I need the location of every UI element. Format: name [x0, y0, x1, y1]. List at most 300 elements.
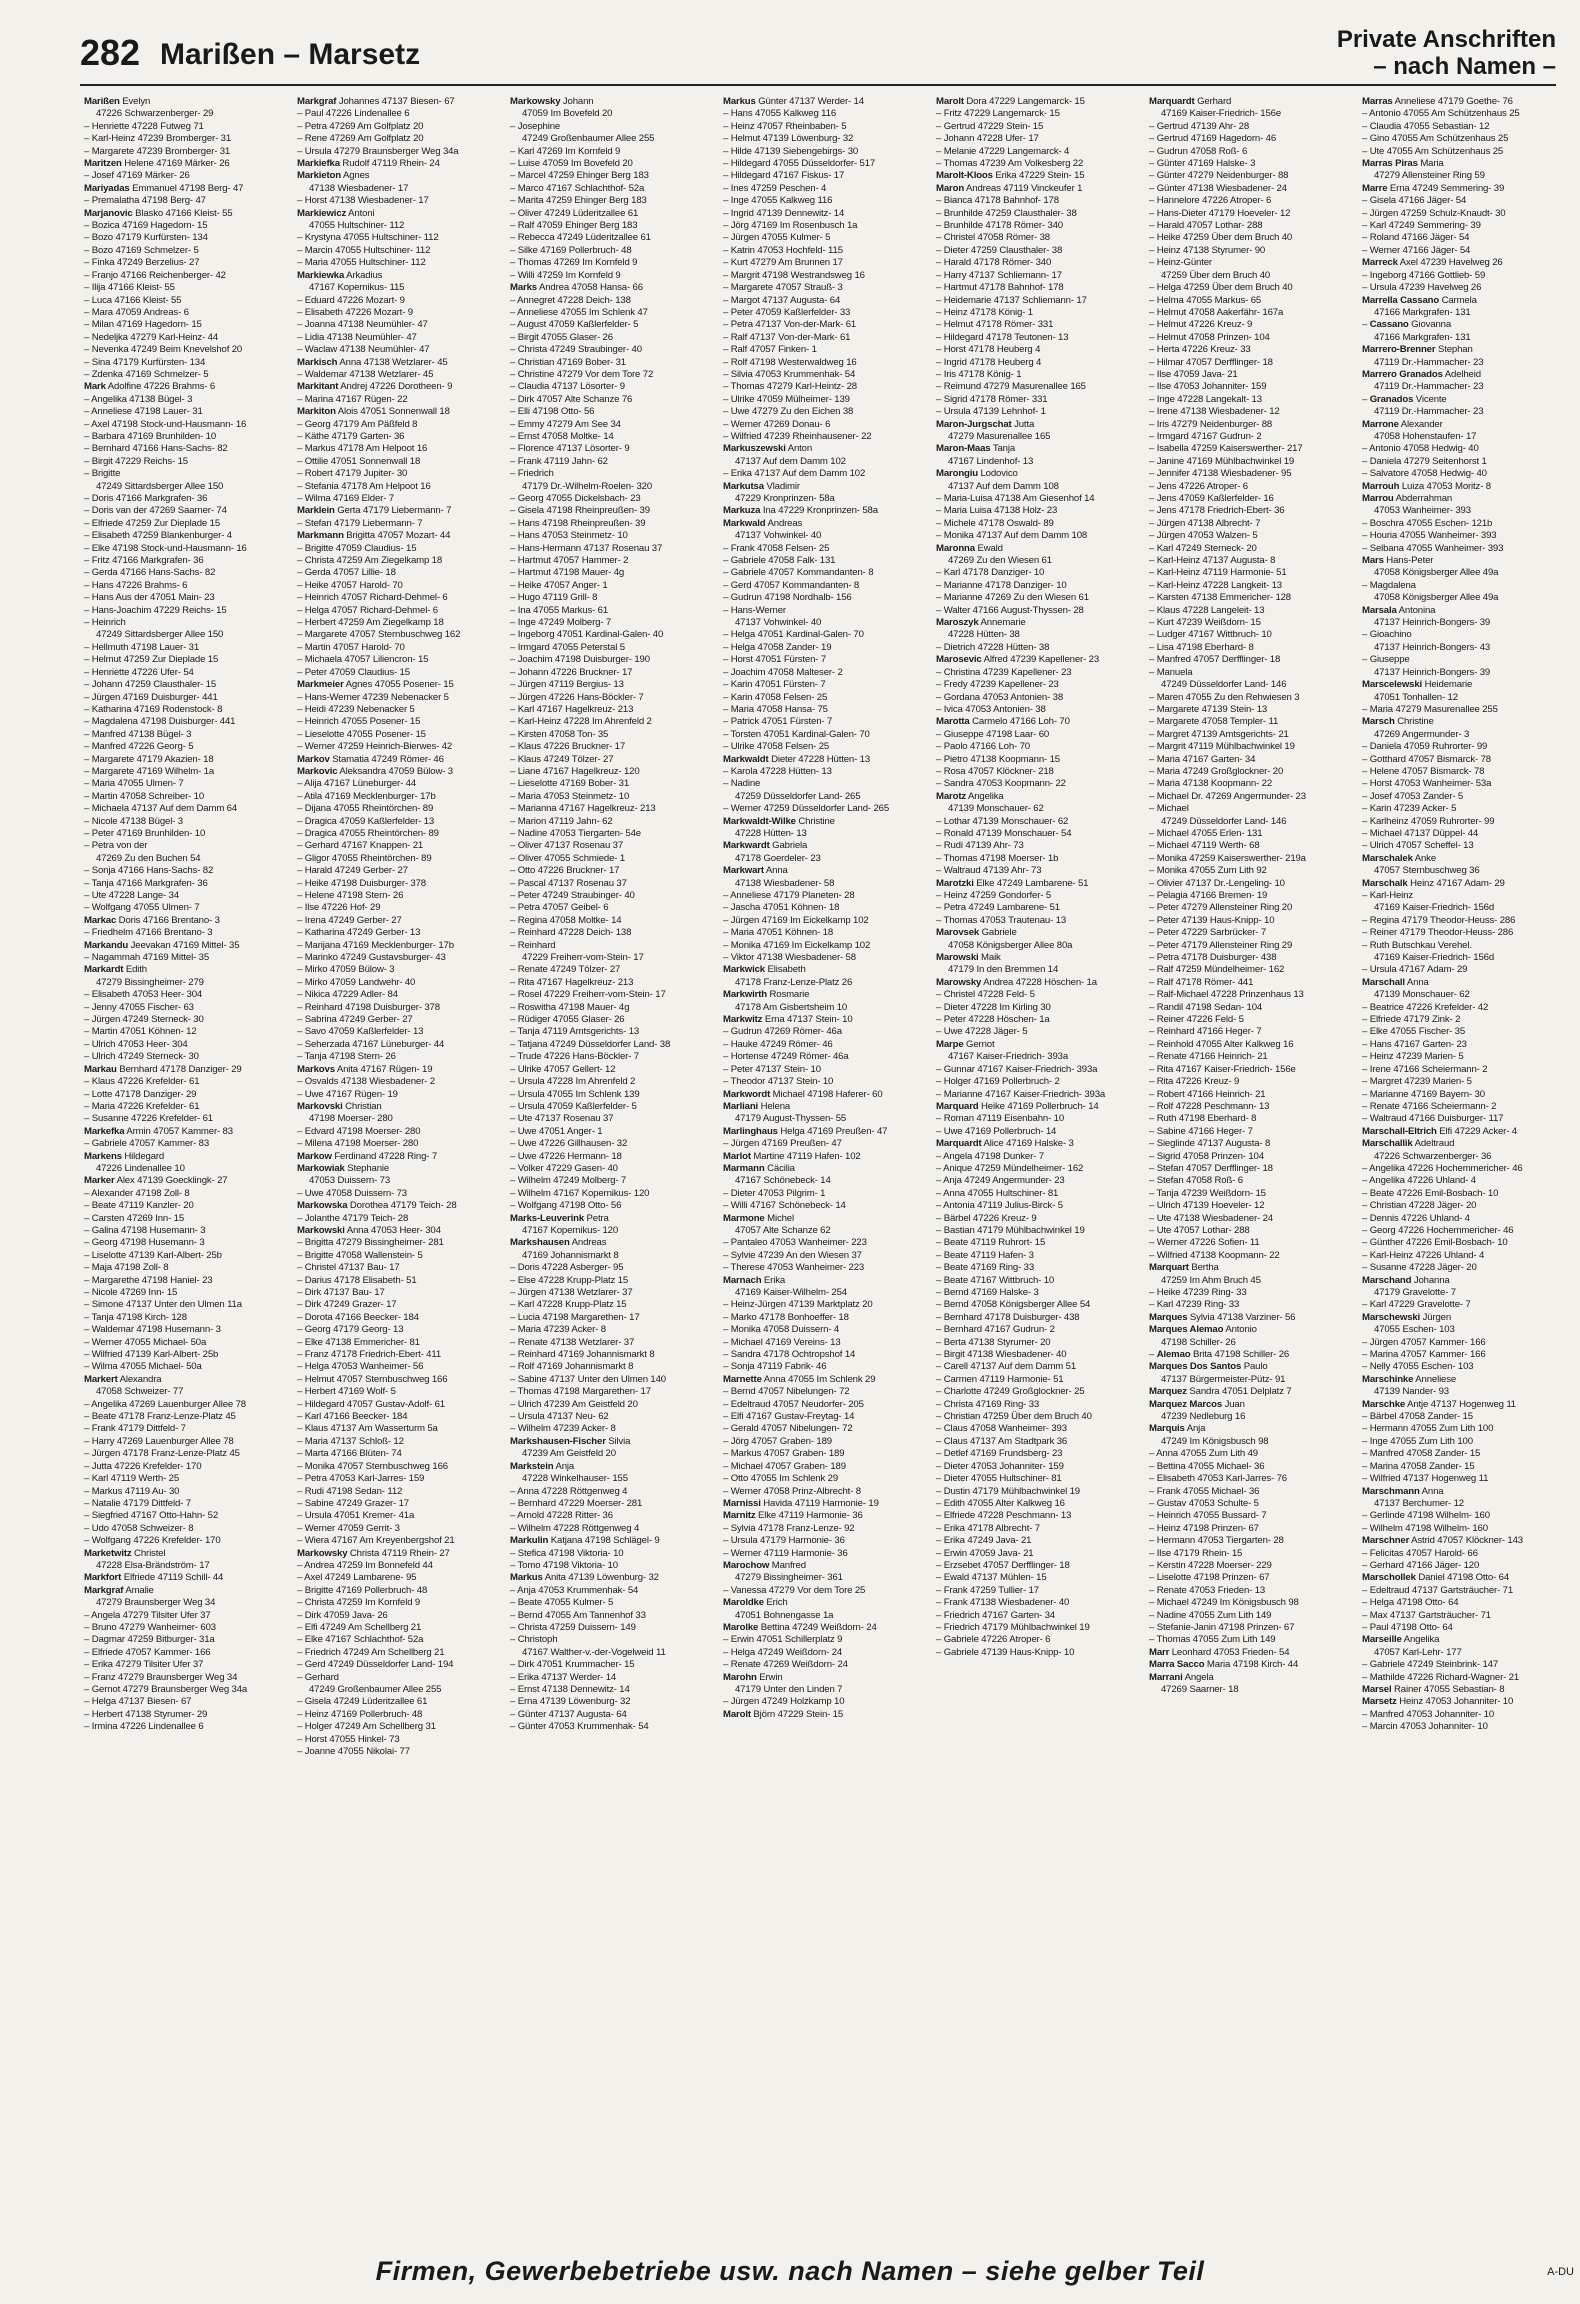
directory-entry: – Ute 47137 Rosenau 37: [510, 1113, 614, 1125]
directory-entry: – Heidemarie 47137 Schliemann- 17: [936, 294, 1087, 306]
directory-entry: – Sieglinde 47137 Augusta- 8: [1149, 1138, 1271, 1150]
entry-surname: Marques Alemao: [1149, 1324, 1224, 1336]
directory-entry: Markardt Edith: [84, 964, 147, 976]
directory-entry: – Detlef 47169 Frundsberg- 23: [936, 1448, 1063, 1460]
directory-column-6: [1149, 96, 1355, 2152]
directory-entry: – Bernhard 47178 Duisburger- 438: [936, 1311, 1080, 1323]
entry-surname: Marochow: [723, 1559, 770, 1571]
directory-entry: – Marina 47058 Zander- 15: [1362, 1460, 1475, 1472]
directory-entry: – Klaus 47226 Bruckner- 17: [510, 741, 626, 753]
directory-entry: Marschke Antje 47137 Hogenweg 11: [1362, 1398, 1516, 1410]
directory-entry: – Edvard 47198 Moerser- 280: [297, 1125, 421, 1137]
directory-entry: – Hans-Joachim 47229 Reichs- 15: [84, 604, 227, 616]
directory-entry: Marr Leonhard 47053 Frieden- 54: [1149, 1646, 1290, 1658]
directory-entry: 47119 Dr.-Hammacher- 23: [1374, 406, 1484, 418]
directory-entry: – Michael 47137 Düppel- 44: [1362, 827, 1479, 839]
directory-entry: 47249 Düsseldorfer Land- 146: [1161, 815, 1287, 827]
directory-entry: – Dirk 47249 Grazer- 17: [297, 1299, 397, 1311]
directory-entry: – Gerda 47057 Lillie- 18: [297, 567, 396, 579]
directory-entry: – Herbert 47138 Styrumer- 29: [84, 1708, 208, 1720]
entry-surname: Markshausen-Fischer: [510, 1435, 606, 1447]
directory-entry: – Berta 47138 Styrumer- 20: [936, 1336, 1051, 1348]
entry-surname: Markshausen: [510, 1237, 570, 1249]
directory-entry: – Luca 47166 Kleist- 55: [84, 294, 182, 306]
directory-entry: – Josef 47169 Märker- 26: [84, 170, 190, 182]
entry-surname: Marliani: [723, 1100, 759, 1112]
entry-surname: Markwart: [723, 865, 764, 877]
directory-entry: – Harald 47249 Gerber- 27: [297, 865, 408, 877]
directory-entry: – Wolfgang 47226 Krefelder- 170: [84, 1535, 221, 1547]
directory-entry: – Horst 47138 Wiesbadener- 17: [297, 195, 429, 207]
directory-entry: Marrero-Brenner Stephan: [1362, 344, 1473, 356]
directory-entry: – Thomas 47053 Trautenau- 13: [936, 914, 1067, 926]
entry-surname: Marnach: [723, 1274, 762, 1286]
directory-entry: 47178 Goerdeler- 23: [735, 852, 821, 864]
entry-surname: Marschewski: [1362, 1311, 1421, 1323]
directory-entry: – Nadine: [723, 778, 761, 790]
directory-entry: – Krystyna 47055 Hultschiner- 112: [297, 232, 439, 244]
directory-entry: – Helene 47198 Stern- 26: [297, 890, 404, 901]
directory-entry: – Erwin 47059 Java- 21: [936, 1547, 1034, 1559]
directory-entry: – Käthe 47179 Garten- 36: [297, 430, 405, 442]
directory-entry: 47228 Hütten- 13: [735, 827, 807, 839]
directory-entry: – Dorota 47166 Beecker- 184: [297, 1311, 419, 1323]
directory-entry: – Jürgen 47169 Duisburger- 441: [84, 691, 218, 703]
directory-entry: – Michaela 47057 Liliencron- 15: [297, 654, 429, 666]
directory-entry: – Klaus 47249 Tölzer- 27: [510, 753, 614, 765]
directory-entry: – Sigrid 47178 Römer- 331: [936, 393, 1048, 405]
directory-entry: Markiton Alois 47051 Sonnenwall 18: [297, 406, 450, 418]
directory-entry: – Uwe 47169 Pollerbruch- 14: [936, 1125, 1057, 1137]
directory-entry: 47179 Gravelotte- 7: [1374, 1287, 1456, 1298]
entry-surname: Markiewka: [297, 269, 345, 281]
directory-entry: – Margarete 47139 Stein- 13: [1149, 703, 1268, 715]
entry-surname: Mars: [1362, 555, 1384, 567]
directory-entry: – Hans-Hermann 47137 Rosenau 37: [510, 542, 663, 554]
directory-entry: – Marcin 47055 Hultschiner- 112: [297, 244, 431, 256]
directory-entry: Marjanovic Blasko 47166 Kleist- 55: [84, 207, 233, 219]
directory-entry: – Margot 47137 Augusta- 64: [723, 294, 841, 306]
directory-entry: 47226 Lindenallee 10: [96, 1162, 185, 1174]
entry-surname: Markwaldt-Wilke: [723, 815, 796, 827]
directory-entry: Markiewicz Antoni: [297, 207, 375, 219]
directory-entry: – Heike 47057 Anger- 1: [510, 579, 608, 591]
directory-entry: – Beatrice 47226 Krefelder- 42: [1362, 1001, 1489, 1013]
directory-entry: – Holger 47249 Am Schellberg 31: [297, 1721, 436, 1733]
directory-entry: – Gertrud 47139 Ahr- 28: [1149, 120, 1250, 132]
directory-entry: – Helga 47051 Kardinal-Galen- 70: [723, 629, 864, 641]
entry-surname: Marreck: [1362, 257, 1398, 269]
directory-entry: 47058 Königsberger Allee 49a: [1374, 592, 1499, 604]
directory-entry: – Lotte 47178 Danziger- 29: [84, 1088, 197, 1100]
directory-entry: – Elisabeth 47226 Mozart- 9: [297, 306, 413, 318]
directory-entry: – Hans 47198 Rheinpreußen- 39: [510, 517, 646, 529]
directory-entry: – Nevenka 47249 Beim Knevelshof 20: [84, 344, 243, 356]
directory-entry: – Gerlinde 47198 Wilhelm- 160: [1362, 1510, 1490, 1522]
entry-surname: Marquard: [936, 1100, 979, 1112]
directory-entry: – Ulrike 47059 Mülheimer- 139: [723, 393, 850, 405]
directory-entry: – Günther 47226 Emil-Bosbach- 10: [1362, 1237, 1508, 1249]
directory-entry: – Peter 47139 Haus-Knipp- 10: [1149, 914, 1275, 926]
directory-entry: – Georg 47179 Georg- 13: [297, 1324, 404, 1336]
directory-entry: Markefka Armin 47057 Kammer- 83: [84, 1125, 233, 1137]
directory-entry: 47166 Markgrafen- 131: [1374, 306, 1471, 318]
directory-entry: – Ewald 47137 Mühlen- 15: [936, 1572, 1047, 1584]
directory-entry: – Katrin 47053 Hochfeld- 115: [723, 244, 843, 256]
entry-surname: Markieton: [297, 170, 341, 182]
directory-entry: Marques Dos Santos Paulo: [1149, 1361, 1268, 1373]
entry-surname: Marscelewski: [1362, 679, 1423, 691]
directory-entry: – Johann 47259 Clausthaler- 15: [84, 679, 217, 691]
directory-entry: – Dragica 47059 Kaßlerfelder- 13: [297, 815, 435, 827]
directory-entry: Marotzki Elke 47249 Lambarene- 51: [936, 877, 1089, 889]
directory-entry: – Ursula 47179 Harmonie- 36: [723, 1535, 845, 1547]
directory-entry: – Maria Luisa 47138 Holz- 23: [936, 505, 1058, 517]
directory-entry: Marpe Gernot: [936, 1038, 995, 1050]
entry-surname: Marr: [1149, 1646, 1170, 1658]
directory-entry: – Heinz-Günter: [1149, 257, 1212, 269]
directory-entry: – Mathilde 47226 Richard-Wagner- 21: [1362, 1671, 1520, 1683]
directory-entry: – Hans Aus der 47051 Main- 23: [84, 592, 215, 604]
directory-entry: – Eduard 47226 Mozart- 9: [297, 294, 405, 306]
directory-entry: – Daniela 47059 Ruhrorter- 99: [1362, 741, 1488, 753]
directory-entry: Marschalk Heinz 47167 Adam- 29: [1362, 877, 1505, 889]
directory-entry: – Granados Vicente: [1362, 393, 1447, 405]
directory-entry: – Ulrich 47139 Hoeveler- 12: [1149, 1200, 1265, 1212]
entry-surname: Markiewicz: [297, 207, 347, 219]
directory-entry: 47259 Im Ahm Bruch 45: [1161, 1274, 1261, 1286]
directory-entry: – Gabriele 47139 Haus-Knipp- 10: [936, 1646, 1075, 1658]
directory-entry: Marschner Astrid 47057 Klöckner- 143: [1362, 1535, 1523, 1547]
directory-entry: – Gernot 47279 Braunsberger Weg 34a: [84, 1684, 248, 1695]
directory-entry: – Gudrun 47198 Nordhalb- 156: [723, 592, 852, 604]
directory-entry: 47137 Vohwinkel- 40: [735, 530, 822, 542]
directory-entry: – Heinz 47198 Prinzen- 67: [1149, 1522, 1259, 1534]
entry-surname: Markowski: [297, 1224, 345, 1236]
directory-entry: Marsetz Heinz 47053 Johanniter- 10: [1362, 1696, 1514, 1708]
directory-entry: – Elisabeth 47053 Karl-Jarres- 76: [1149, 1473, 1287, 1485]
directory-entry: – Uwe 47226 Gillhausen- 32: [510, 1138, 628, 1150]
directory-entry: – Oliver 47249 Lüderitzallee 61: [510, 207, 639, 219]
directory-entry: – Paul 47226 Lindenallee 6: [297, 108, 410, 120]
entry-surname: Marschmann: [1362, 1485, 1420, 1497]
directory-entry: – Petra 47057 Geibel- 6: [510, 902, 609, 914]
directory-column-2: [297, 96, 503, 2152]
directory-entry: – Karl 47239 Ring- 33: [1149, 1299, 1240, 1311]
directory-entry: – Melanie 47229 Langemarck- 4: [936, 145, 1070, 157]
directory-entry: – Gerd 47057 Kommandanten- 8: [723, 579, 860, 591]
directory-entry: – Johann 47226 Bruckner- 17: [510, 666, 633, 678]
directory-entry: Markert Alexandra: [84, 1373, 162, 1385]
directory-entry: – Herta 47226 Kreuz- 33: [1149, 344, 1251, 356]
directory-entry: – Martin 47058 Schreiber- 10: [84, 790, 205, 802]
directory-entry: 47279 Braunsberger Weg 34: [96, 1597, 216, 1609]
directory-entry: 47269 Zu den Wiesen 61: [948, 555, 1052, 567]
directory-entry: 47051 Bohnengasse 1a: [735, 1609, 834, 1621]
page-title: Marißen – Marsetz: [160, 38, 421, 71]
directory-entry: – Charlotte 47249 Großglockner- 25: [936, 1386, 1085, 1398]
directory-entry: – Margarete 47057 Sternbuschweg 162: [297, 629, 461, 641]
directory-entry: – Horst 47055 Hinkel- 73: [297, 1733, 400, 1745]
directory-entry: – Marion 47119 Jahn- 62: [510, 815, 613, 827]
directory-entry: – Karin 47239 Acker- 5: [1362, 803, 1457, 815]
directory-entry: – Frank 47179 Dittfeld- 7: [84, 1423, 186, 1435]
directory-entry: – Rita 47167 Kaiser-Friedrich- 156e: [1149, 1063, 1296, 1075]
entry-surname: Marowsky: [936, 976, 982, 988]
directory-entry: 47226 Schwarzenberger- 29: [96, 108, 214, 120]
directory-entry: – Karl 47249 Sterneck- 20: [1149, 542, 1257, 554]
directory-entry: – Manfred 47053 Johanniter- 10: [1362, 1708, 1495, 1720]
directory-entry: – Bozo 47179 Kurfürsten- 134: [84, 232, 208, 244]
directory-entry: – Jürgen 47178 Franz-Lenze-Platz 45: [84, 1448, 240, 1460]
directory-entry: – Volker 47229 Gasen- 40: [510, 1162, 618, 1174]
entry-surname: Marks-Leuverink: [510, 1212, 584, 1224]
directory-entry: – Ludger 47167 Wittbruch- 10: [1149, 629, 1272, 641]
directory-columns: [84, 96, 1572, 2152]
directory-entry: – Margret 47239 Marien- 5: [1362, 1076, 1472, 1088]
entry-surname: Markiton: [297, 406, 336, 418]
directory-entry: – Werner 47055 Michael- 50a: [84, 1336, 207, 1348]
directory-entry: – Manfred 47226 Georg- 5: [84, 741, 194, 753]
directory-entry: – Ralf 47178 Römer- 441: [1149, 976, 1254, 988]
directory-entry: – Houria 47055 Wanheimer- 393: [1362, 530, 1497, 542]
directory-entry: – Otto 47226 Bruckner- 17: [510, 865, 620, 877]
directory-entry: – Jens 47226 Atroper- 6: [1149, 480, 1248, 492]
entry-surname: Marnitz: [723, 1510, 756, 1522]
directory-entry: – Uwe 47058 Duissern- 73: [297, 1187, 407, 1199]
directory-entry: Markgraf Amalie: [84, 1584, 154, 1596]
directory-entry: 47137 Heinrich-Bongers- 43: [1374, 641, 1491, 653]
directory-entry: – Beate 47119 Kanzler- 20: [84, 1200, 194, 1212]
directory-entry: – Petra von der: [84, 840, 148, 852]
directory-entry: – Brunhilde 47178 Römer- 340: [936, 220, 1063, 232]
directory-entry: – Erika 47178 Albrecht- 7: [936, 1522, 1040, 1534]
directory-entry: – Margarete 47058 Templer- 11: [1149, 716, 1279, 728]
directory-entry: – Anna 47055 Zum Lith 49: [1149, 1448, 1258, 1460]
directory-entry: Marschmann Anna: [1362, 1485, 1444, 1497]
directory-entry: – Regina 47179 Theodor-Heuss- 286: [1362, 914, 1516, 926]
directory-entry: 47249 Sittardsberger Allee 150: [96, 629, 224, 641]
directory-entry: – Doris 47228 Asberger- 95: [510, 1262, 624, 1274]
directory-entry: – Annegret 47228 Deich- 138: [510, 294, 631, 306]
entry-surname: Markwardt: [723, 840, 770, 852]
directory-entry: – Elisabeth 47053 Heer- 304: [84, 989, 203, 1001]
directory-entry: 47057 Karl-Lehr- 177: [1374, 1646, 1462, 1658]
directory-entry: – Claudia 47137 Lösorter- 9: [510, 381, 625, 393]
directory-entry: – Karin 47058 Felsen- 25: [723, 691, 828, 703]
entry-surname: Marmone: [723, 1212, 765, 1224]
directory-entry: Markens Hildegard: [84, 1150, 165, 1162]
directory-entry: – Ottilie 47051 Sonnenwall 18: [297, 455, 421, 467]
directory-entry: – Helmut 47058 Aakerfähr- 167a: [1149, 306, 1284, 318]
directory-entry: – Helga 47259 Über dem Bruch 40: [1149, 282, 1293, 294]
directory-entry: – Margarethe 47198 Haniel- 23: [84, 1274, 213, 1286]
directory-entry: – Georg 47226 Hochemmericher- 46: [1362, 1224, 1514, 1236]
directory-entry: – Martin 47051 Köhnen- 12: [84, 1026, 197, 1038]
directory-entry: – Darius 47178 Elisabeth- 51: [297, 1274, 417, 1286]
directory-entry: – Ulrike 47057 Gellert- 12: [510, 1063, 616, 1075]
directory-entry: – Bruno 47279 Wanheimer- 603: [84, 1621, 216, 1633]
directory-entry: – Peter 47179 Allensteiner Ring 29: [1149, 939, 1293, 951]
directory-entry: – Ilija 47166 Kleist- 55: [84, 282, 175, 294]
entry-surname: Markens: [84, 1150, 122, 1162]
directory-entry: Marlot Martine 47119 Hafen- 102: [723, 1150, 861, 1162]
entry-surname: Markau: [84, 1063, 117, 1075]
directory-entry: 47249 Sittardsberger Allee 150: [96, 480, 224, 492]
entry-surname: Mark: [84, 381, 106, 393]
directory-entry: – Pelagia 47166 Bremen- 19: [1149, 890, 1268, 901]
directory-entry: – Sigrid 47058 Prinzen- 104: [1149, 1150, 1264, 1162]
directory-entry: Marrella Cassano Carmela: [1362, 294, 1477, 306]
directory-entry: – Heinz 47169 Pollerbruch- 48: [297, 1708, 423, 1720]
directory-entry: Markac Doris 47166 Brentano- 3: [84, 914, 220, 926]
directory-entry: – Irene 47138 Wiesbadener- 12: [1149, 406, 1280, 418]
directory-entry: – Bianca 47178 Bahnhof- 178: [936, 195, 1059, 207]
entry-surname: Markgraf: [84, 1584, 124, 1596]
directory-entry: – Hans-Werner: [723, 604, 786, 616]
directory-entry: – Iris 47279 Neidenburger- 88: [1149, 418, 1273, 430]
directory-entry: Markau Bernhard 47178 Danziger- 29: [84, 1063, 242, 1075]
directory-entry: – Friedrich 47249 Am Schellberg 21: [297, 1646, 445, 1658]
directory-entry: – Werner 47259 Heinrich-Bierwes- 42: [297, 741, 453, 753]
directory-entry: – Hortense 47249 Römer- 46a: [723, 1051, 849, 1063]
directory-entry: – Elfriede 47259 Zur Dieplade 15: [84, 517, 221, 529]
directory-entry: 47138 Wiesbadener- 17: [309, 182, 409, 194]
directory-entry: – Arnold 47228 Ritter- 36: [510, 1510, 613, 1522]
directory-entry: Marreck Axel 47239 Havelweg 26: [1362, 257, 1503, 269]
directory-entry: 47119 Dr.-Hammacher- 23: [1374, 356, 1484, 368]
directory-entry: 47226 Schwarzenberger- 36: [1374, 1150, 1492, 1162]
directory-entry: – Erzsebet 47057 Derfflinger- 18: [936, 1559, 1070, 1571]
directory-entry: – Karl 47228 Krupp-Platz 15: [510, 1299, 627, 1311]
directory-entry: – Rosel 47229 Freiherr-vom-Stein- 17: [510, 989, 666, 1001]
directory-entry: – Olivier 47137 Dr.-Lengeling- 10: [1149, 877, 1285, 889]
directory-entry: – Dieter 47055 Hultschiner- 81: [936, 1473, 1062, 1485]
entry-surname: Marschall-Eltrich: [1362, 1125, 1437, 1137]
directory-entry: 47249 Düsseldorfer Land- 146: [1161, 679, 1287, 691]
directory-entry: – Marita 47259 Ehinger Berg 183: [510, 195, 647, 207]
directory-entry: – Petra 47178 Duisburger- 438: [1149, 952, 1277, 964]
directory-entry: – Magdalena 47198 Duisburger- 441: [84, 716, 236, 728]
directory-entry: – Irena 47249 Gerber- 27: [297, 914, 402, 926]
directory-entry: – Ulrich 47057 Scheffel- 13: [1362, 840, 1474, 852]
directory-entry: – Pietro 47138 Koopmann- 15: [936, 753, 1060, 765]
entry-surname: Markutsa: [723, 480, 764, 492]
directory-entry: – Dirk 47059 Java- 26: [297, 1609, 388, 1621]
directory-entry: Marschall-Eltrich Elfi 47229 Acker- 4: [1362, 1125, 1517, 1137]
directory-entry: – Bärbel 47058 Zander- 15: [1362, 1411, 1473, 1423]
directory-entry: – Jürgen 47057 Kammer- 166: [1362, 1336, 1486, 1348]
directory-entry: – Werner 47166 Jäger- 54: [1362, 244, 1471, 256]
directory-entry: – Christoph: [510, 1634, 558, 1646]
directory-entry: Marques Alemao Antonio: [1149, 1324, 1257, 1336]
directory-entry: – Marko 47178 Bonhoeffer- 18: [723, 1311, 849, 1323]
directory-entry: – August 47059 Kaßlerfelder- 5: [510, 319, 639, 331]
directory-entry: – Ingeborg 47051 Kardinal-Galen- 40: [510, 629, 664, 641]
directory-entry: – Ulrike 47058 Felsen- 25: [723, 741, 830, 753]
directory-entry: – Elfi 47249 Am Schellberg 21: [297, 1621, 422, 1633]
directory-entry: Maroldke Erich: [723, 1597, 788, 1609]
directory-entry: – Anneliese 47055 Im Schlenk 47: [510, 306, 648, 318]
directory-column-1: [84, 96, 290, 2152]
directory-entry: – Giuseppe 47198 Laar- 60: [936, 728, 1050, 740]
directory-entry: – Irmina 47226 Lindenallee 6: [84, 1721, 204, 1733]
entry-surname: Marjanovic: [84, 207, 133, 219]
directory-entry: – Heinrich 47055 Posener- 15: [297, 716, 421, 728]
directory-entry: – Marina 47057 Kammer- 166: [1362, 1349, 1486, 1361]
directory-entry: – Bettina 47055 Michael- 36: [1149, 1460, 1265, 1472]
entry-surname: Marosevic: [936, 654, 982, 666]
directory-entry: Markwaldt-Wilke Christine: [723, 815, 835, 827]
directory-entry: – Michaela 47137 Auf dem Damm 64: [84, 803, 238, 815]
entry-surname: Marschalk: [1362, 877, 1408, 889]
directory-entry: – Reiner 47226 Feld- 5: [1149, 1014, 1244, 1026]
entry-surname: Marre: [1362, 182, 1388, 194]
directory-entry: – Ralf 47057 Finken- 1: [723, 344, 817, 356]
directory-entry: – Marijana 47169 Mecklenburger- 17b: [297, 939, 454, 951]
directory-entry: – Maria 47137 Schloß- 12: [297, 1435, 404, 1447]
directory-entry: – Max 47137 Gartsträucher- 71: [1362, 1609, 1491, 1621]
directory-entry: – Wilhelm 47249 Molberg- 7: [510, 1175, 627, 1187]
directory-entry: Marks-Leuverink Petra: [510, 1212, 609, 1224]
directory-entry: – Liselotte 47198 Prinzen- 67: [1149, 1572, 1270, 1584]
directory-entry: Markovic Aleksandra 47059 Bülow- 3: [297, 765, 453, 777]
entry-surname: Markowska: [297, 1200, 348, 1212]
directory-column-7: [1362, 96, 1568, 2152]
directory-entry: – Seherzada 47167 Lüneburger- 44: [297, 1038, 445, 1050]
entry-surname: Marschall: [1362, 976, 1405, 988]
directory-entry: – Marianne 47178 Danziger- 10: [936, 579, 1067, 591]
directory-entry: – Kerstin 47228 Moerser- 229: [1149, 1559, 1272, 1571]
directory-entry: – Brigitte 47058 Wallenstein- 5: [297, 1249, 423, 1261]
footer-note: Firmen, Gewerbebetriebe usw. nach Namen – siehe gelber Teil: [375, 2256, 1205, 2286]
entry-surname: Markmann: [297, 530, 344, 542]
directory-entry: – Pascal 47137 Rosenau 37: [510, 877, 627, 889]
directory-entry: – Ruth 47198 Eberhard- 8: [1149, 1113, 1257, 1125]
directory-entry: – Gabriele 47226 Atroper- 6: [936, 1634, 1051, 1646]
directory-entry: – Wilma 47055 Michael- 50a: [84, 1361, 202, 1373]
directory-entry: – Daniela 47279 Seitenhorst 1: [1362, 455, 1487, 467]
directory-entry: – Tanja 47166 Markgrafen- 36: [84, 877, 208, 889]
directory-entry: 47249 Großenbaumer Allee 255: [309, 1684, 442, 1695]
entry-surname: Marongiu: [936, 468, 978, 480]
directory-entry: Marschand Johanna: [1362, 1274, 1450, 1286]
entry-surname: Markwaldt: [723, 753, 769, 765]
directory-entry: – Dijana 47055 Rheintörchen- 89: [297, 803, 434, 815]
directory-entry: – Marcel 47259 Ehinger Berg 183: [510, 170, 649, 182]
page-header: [80, 26, 1556, 90]
directory-entry: Marquardt Alice 47169 Halske- 3: [936, 1138, 1074, 1150]
entry-surname: Marsel: [1362, 1684, 1392, 1695]
directory-entry: – Holger 47169 Pollerbruch- 2: [936, 1076, 1060, 1088]
directory-entry: 47167 Kopernikus- 115: [309, 282, 405, 294]
entry-surname: Marquart: [1149, 1262, 1189, 1274]
directory-entry: 47055 Hultschiner- 112: [309, 220, 405, 232]
directory-entry: – Premalatha 47198 Berg- 47: [84, 195, 206, 207]
directory-entry: Marschall Anna: [1362, 976, 1429, 988]
directory-entry: – Karsten 47138 Emmericher- 128: [1149, 592, 1291, 604]
directory-entry: 47057 Alte Schanze 62: [735, 1224, 831, 1236]
directory-entry: – Christa 47249 Straubinger- 40: [510, 344, 642, 356]
directory-entry: – Doris van der 47269 Saarner- 74: [84, 505, 227, 517]
directory-entry: – Lidia 47138 Neumühler- 47: [297, 331, 417, 343]
directory-entry: – Tanja 47119 Amtsgerichts- 13: [510, 1026, 640, 1038]
directory-entry: 47058 Schweizer- 77: [96, 1386, 184, 1398]
directory-entry: 47138 Wiesbadener- 58: [735, 877, 835, 889]
directory-entry: – Sonja 47119 Fabrik- 46: [723, 1361, 827, 1373]
directory-entry: – Roman 47119 Eisenbahn- 10: [936, 1113, 1065, 1125]
directory-entry: – Selbana 47055 Wanheimer- 393: [1362, 542, 1504, 554]
